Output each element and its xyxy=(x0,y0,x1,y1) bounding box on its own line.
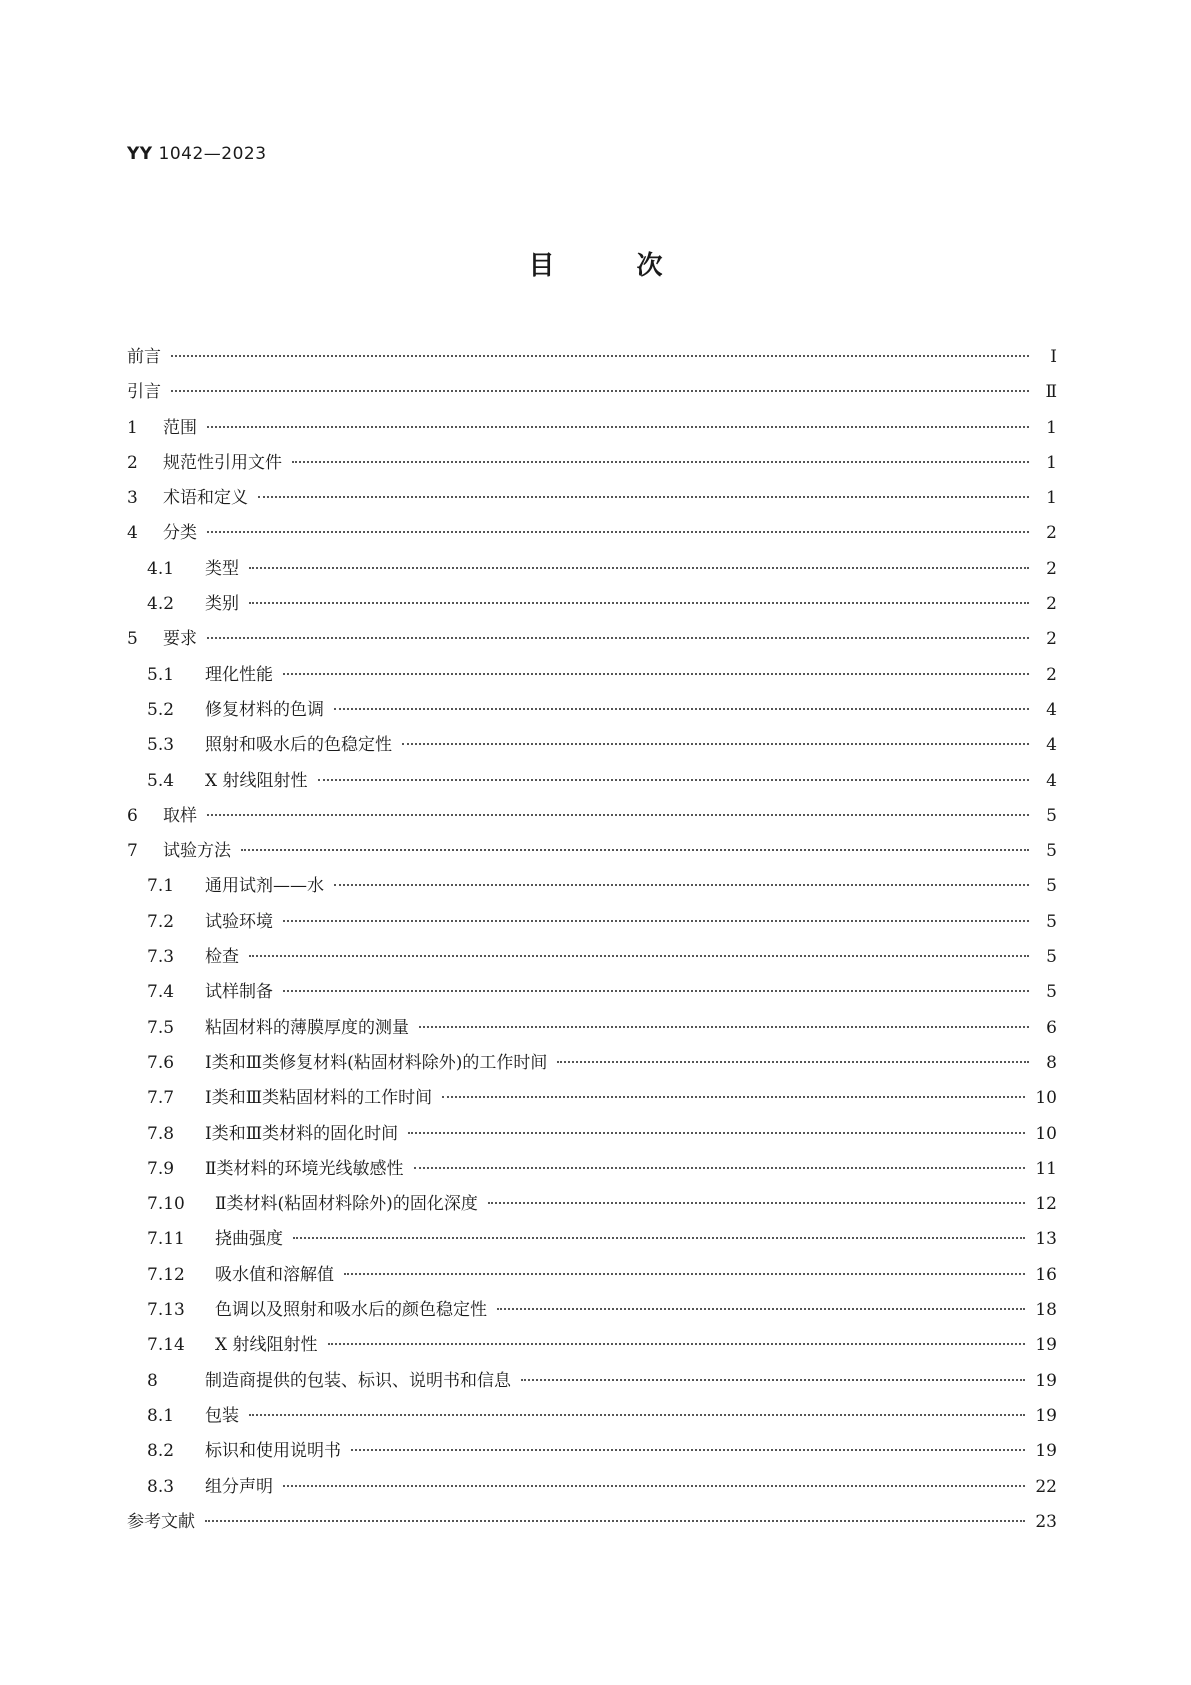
toc-entry-7-1[interactable] xyxy=(127,869,1057,904)
toc-entry-label: 理化性能 xyxy=(205,664,273,685)
dot-leader xyxy=(557,1061,1029,1063)
toc-entry-5-1[interactable] xyxy=(127,658,1057,693)
toc-entry-page: 5 xyxy=(1046,982,1057,1003)
toc-entry-label: Ⅰ类和Ⅲ类修复材料(粘固材料除外)的工作时间 xyxy=(205,1052,548,1073)
dot-leader xyxy=(207,426,1029,428)
toc-entry-page: Ⅱ xyxy=(1045,382,1057,403)
dot-leader xyxy=(318,779,1029,781)
toc-entry-page: 19 xyxy=(1035,1335,1057,1356)
toc-entry-page: 11 xyxy=(1035,1158,1057,1179)
dot-leader xyxy=(249,1414,1025,1416)
toc-entry-page: 5 xyxy=(1046,805,1057,826)
standard-number: 1042—2023 xyxy=(158,144,267,164)
dot-leader xyxy=(207,637,1029,639)
dot-leader xyxy=(292,461,1029,463)
toc-entry-page: 1 xyxy=(1046,417,1057,438)
dot-leader xyxy=(171,355,1029,357)
title-char-2: 次 xyxy=(636,251,663,281)
toc-entry-7-4[interactable] xyxy=(127,975,1057,1010)
toc-entry-6[interactable] xyxy=(127,799,1057,834)
toc-entry-label: 吸水值和溶解值 xyxy=(215,1264,334,1285)
toc-entry-5[interactable] xyxy=(127,622,1057,657)
toc-entry-label: 试验环境 xyxy=(205,911,273,932)
toc-entry-page: 5 xyxy=(1046,947,1057,968)
toc-entry-number: 7.13 xyxy=(147,1300,185,1321)
dot-leader xyxy=(283,673,1029,675)
dot-leader xyxy=(205,1520,1025,1522)
dot-leader xyxy=(207,814,1029,816)
toc-entry-7[interactable] xyxy=(127,834,1057,869)
toc-entry-page: 13 xyxy=(1035,1229,1057,1250)
toc-entry-page: 2 xyxy=(1046,664,1057,685)
toc-entry-label: 类型 xyxy=(205,558,239,579)
title-char-1: 目 xyxy=(528,251,555,281)
toc-entry-page: 5 xyxy=(1046,841,1057,862)
toc-entry-number: 7.3 xyxy=(147,947,175,968)
toc-entry-number: 7.4 xyxy=(147,982,175,1003)
toc-entry-label: 类别 xyxy=(205,594,239,615)
toc-entry-bibliography[interactable] xyxy=(127,1505,1057,1540)
toc-entry-label: 参考文献 xyxy=(127,1511,195,1532)
toc-entry-7-2[interactable] xyxy=(127,905,1057,940)
toc-entry-number: 5.2 xyxy=(147,699,175,720)
toc-entry-7-9[interactable] xyxy=(127,1152,1057,1187)
toc-entry-3[interactable] xyxy=(127,481,1057,516)
toc-entry-number: 6 xyxy=(127,805,138,826)
toc-entry-number: 5.4 xyxy=(147,770,175,791)
toc-entry-7-11[interactable] xyxy=(127,1222,1057,1257)
toc-entry-page: 10 xyxy=(1035,1123,1057,1144)
toc-entry-label: 术语和定义 xyxy=(163,488,248,509)
table-of-contents xyxy=(127,340,1057,1540)
toc-entry-label: 规范性引用文件 xyxy=(163,452,282,473)
toc-entry-number: 8.2 xyxy=(147,1441,175,1462)
toc-entry-label: 试验方法 xyxy=(163,841,231,862)
toc-entry-7-8[interactable] xyxy=(127,1117,1057,1152)
toc-entry-foreword[interactable] xyxy=(127,340,1057,375)
toc-entry-number: 8 xyxy=(147,1370,158,1391)
toc-entry-number: 1 xyxy=(127,417,138,438)
toc-entry-page: 19 xyxy=(1035,1405,1057,1426)
toc-entry-number: 7.6 xyxy=(147,1052,175,1073)
toc-entry-1[interactable] xyxy=(127,411,1057,446)
toc-entry-page: 10 xyxy=(1035,1088,1057,1109)
dot-leader xyxy=(488,1202,1026,1204)
toc-entry-page: 8 xyxy=(1046,1052,1057,1073)
dot-leader xyxy=(351,1449,1025,1451)
toc-entry-label: 组分声明 xyxy=(205,1476,273,1497)
toc-entry-7-14[interactable] xyxy=(127,1328,1057,1363)
toc-entry-number: 8.3 xyxy=(147,1476,175,1497)
toc-entry-number: 4.1 xyxy=(147,558,175,579)
toc-entry-label: 范围 xyxy=(163,417,197,438)
toc-entry-label: 修复材料的色调 xyxy=(205,699,324,720)
toc-entry-label: 取样 xyxy=(163,805,197,826)
toc-entry-8-1[interactable] xyxy=(127,1399,1057,1434)
dot-leader xyxy=(408,1132,1025,1134)
toc-entry-label: 引言 xyxy=(127,382,161,403)
dot-leader xyxy=(419,1026,1029,1028)
dot-leader xyxy=(258,496,1029,498)
dot-leader xyxy=(334,708,1029,710)
toc-entry-number: 7.7 xyxy=(147,1088,175,1109)
toc-entry-label: Ⅰ类和Ⅲ类材料的固化时间 xyxy=(205,1123,399,1144)
dot-leader xyxy=(249,567,1029,569)
toc-entry-4-1[interactable] xyxy=(127,552,1057,587)
toc-entry-label: 制造商提供的包装、标识、说明书和信息 xyxy=(205,1370,511,1391)
toc-entry-number: 5 xyxy=(127,629,138,650)
dot-leader xyxy=(521,1379,1025,1381)
toc-entry-8-3[interactable] xyxy=(127,1470,1057,1505)
toc-entry-page: 2 xyxy=(1046,523,1057,544)
toc-entry-label: 标识和使用说明书 xyxy=(205,1441,341,1462)
toc-entry-4-2[interactable] xyxy=(127,587,1057,622)
toc-entry-page: 5 xyxy=(1046,876,1057,897)
toc-entry-7-3[interactable] xyxy=(127,940,1057,975)
toc-entry-8-2[interactable] xyxy=(127,1434,1057,1469)
toc-entry-label: 照射和吸水后的色稳定性 xyxy=(205,735,392,756)
toc-entry-label: 试样制备 xyxy=(205,982,273,1003)
toc-entry-number: 8.1 xyxy=(147,1405,175,1426)
toc-entry-number: 7 xyxy=(127,841,138,862)
toc-entry-number: 7.11 xyxy=(147,1229,185,1250)
toc-entry-label: X 射线阻射性 xyxy=(205,770,308,791)
dot-leader xyxy=(328,1343,1026,1345)
dot-leader xyxy=(497,1308,1025,1310)
dot-leader xyxy=(283,920,1029,922)
dot-leader xyxy=(207,531,1029,533)
toc-entry-number: 7.14 xyxy=(147,1335,185,1356)
toc-entry-page: 2 xyxy=(1046,594,1057,615)
toc-entry-label: 要求 xyxy=(163,629,197,650)
toc-entry-number: 7.5 xyxy=(147,1017,175,1038)
toc-entry-label: 挠曲强度 xyxy=(215,1229,283,1250)
toc-entry-page: 19 xyxy=(1035,1441,1057,1462)
toc-entry-page: 6 xyxy=(1046,1017,1057,1038)
toc-entry-page: 18 xyxy=(1035,1300,1057,1321)
toc-entry-page: 23 xyxy=(1035,1511,1057,1532)
toc-entry-number: 7.2 xyxy=(147,911,175,932)
dot-leader xyxy=(241,849,1029,851)
toc-entry-label: 分类 xyxy=(163,523,197,544)
toc-entry-page: 5 xyxy=(1046,911,1057,932)
dot-leader xyxy=(171,390,1029,392)
toc-entry-label: Ⅱ类材料的环境光线敏感性 xyxy=(205,1158,404,1179)
toc-entry-number: 7.10 xyxy=(147,1194,185,1215)
document-code xyxy=(127,140,267,168)
toc-entry-page: 4 xyxy=(1046,699,1057,720)
toc-entry-2[interactable] xyxy=(127,446,1057,481)
toc-entry-number: 7.8 xyxy=(147,1123,175,1144)
dot-leader xyxy=(293,1237,1025,1239)
toc-entry-7-12[interactable] xyxy=(127,1258,1057,1293)
toc-entry-label: 粘固材料的薄膜厚度的测量 xyxy=(205,1017,409,1038)
toc-entry-page: 4 xyxy=(1046,735,1057,756)
dot-leader xyxy=(414,1167,1026,1169)
toc-entry-5-4[interactable] xyxy=(127,764,1057,799)
toc-entry-7-13[interactable] xyxy=(127,1293,1057,1328)
toc-entry-number: 7.1 xyxy=(147,876,175,897)
dot-leader xyxy=(283,990,1029,992)
page-title xyxy=(0,246,1191,286)
toc-entry-7-6[interactable] xyxy=(127,1046,1057,1081)
dot-leader xyxy=(442,1096,1025,1098)
toc-entry-label: 检查 xyxy=(205,947,239,968)
toc-entry-introduction[interactable] xyxy=(127,375,1057,410)
toc-entry-page: 12 xyxy=(1035,1194,1057,1215)
toc-entry-label: 前言 xyxy=(127,347,161,367)
toc-entry-7-10[interactable] xyxy=(127,1187,1057,1222)
toc-entry-number: 4.2 xyxy=(147,594,175,615)
toc-entry-page: 1 xyxy=(1046,488,1057,509)
dot-leader xyxy=(249,602,1029,604)
toc-entry-page: 16 xyxy=(1035,1264,1057,1285)
toc-entry-number: 7.12 xyxy=(147,1264,185,1285)
toc-entry-number: 7.9 xyxy=(147,1158,175,1179)
toc-entry-label: X 射线阻射性 xyxy=(215,1335,318,1356)
dot-leader xyxy=(334,884,1029,886)
toc-entry-page: Ⅰ xyxy=(1050,347,1057,367)
toc-entry-page: 4 xyxy=(1046,770,1057,791)
toc-entry-label: 包装 xyxy=(205,1405,239,1426)
toc-entry-label: 色调以及照射和吸水后的颜色稳定性 xyxy=(215,1300,487,1321)
dot-leader xyxy=(402,743,1029,745)
standard-prefix: YY xyxy=(127,144,153,164)
dot-leader xyxy=(249,955,1029,957)
toc-entry-page: 22 xyxy=(1035,1476,1057,1497)
toc-entry-label: Ⅰ类和Ⅲ类粘固材料的工作时间 xyxy=(205,1088,433,1109)
toc-entry-7-7[interactable] xyxy=(127,1081,1057,1116)
toc-entry-label: 通用试剂——水 xyxy=(205,876,324,897)
toc-entry-number: 5.3 xyxy=(147,735,175,756)
toc-entry-label: Ⅱ类材料(粘固材料除外)的固化深度 xyxy=(215,1194,478,1215)
toc-entry-number: 5.1 xyxy=(147,664,175,685)
dot-leader xyxy=(344,1273,1025,1275)
toc-entry-page: 1 xyxy=(1046,452,1057,473)
toc-entry-5-3[interactable] xyxy=(127,728,1057,763)
toc-entry-page: 2 xyxy=(1046,558,1057,579)
toc-entry-page: 19 xyxy=(1035,1370,1057,1391)
toc-entry-8[interactable] xyxy=(127,1364,1057,1399)
toc-entry-5-2[interactable] xyxy=(127,693,1057,728)
dot-leader xyxy=(283,1485,1025,1487)
toc-entry-4[interactable] xyxy=(127,516,1057,551)
toc-entry-7-5[interactable] xyxy=(127,1011,1057,1046)
toc-entry-number: 4 xyxy=(127,523,138,544)
toc-entry-number: 2 xyxy=(127,452,138,473)
toc-entry-page: 2 xyxy=(1046,629,1057,650)
toc-entry-number: 3 xyxy=(127,488,138,509)
